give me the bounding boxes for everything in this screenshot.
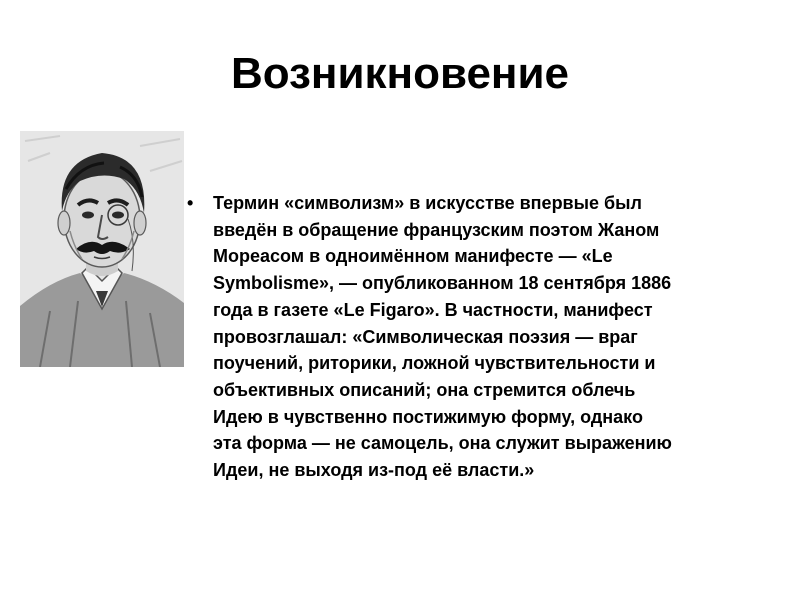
paragraph-line: эта форма — не самоцель, она служит выражению <box>213 433 672 454</box>
paragraph-line: Идеи, не выходя из-под её власти.» <box>213 460 535 481</box>
paragraph-line: Мореасом в одноимённом манифесте — «Le <box>213 246 613 267</box>
paragraph-line: объективных описаний; она стремится облечь <box>213 379 636 400</box>
paragraph-line: Symbolisme», — опубликованном 18 сентября 1886 <box>213 273 672 294</box>
paragraph-line: года в газете «Le Figaro». В частности, манифест <box>213 299 653 320</box>
paragraph-line: поучений, риторики, ложной чувствительности и <box>213 353 656 374</box>
paragraph-line: введён в обращение французским поэтом Жаном <box>213 219 660 240</box>
slide-title: Возникновение <box>230 49 570 98</box>
paragraph-line: Термин «символизм» в искусстве впервые был <box>213 193 642 213</box>
paragraph-line: Идею в чувственно постижимую форму, однако <box>213 406 643 427</box>
paragraph-line: провозглашал: «Символическая поэзия — враг <box>213 326 638 347</box>
body-paragraph <box>213 190 793 484</box>
portrait-image <box>20 131 184 367</box>
bullet-marker: • <box>187 193 194 213</box>
